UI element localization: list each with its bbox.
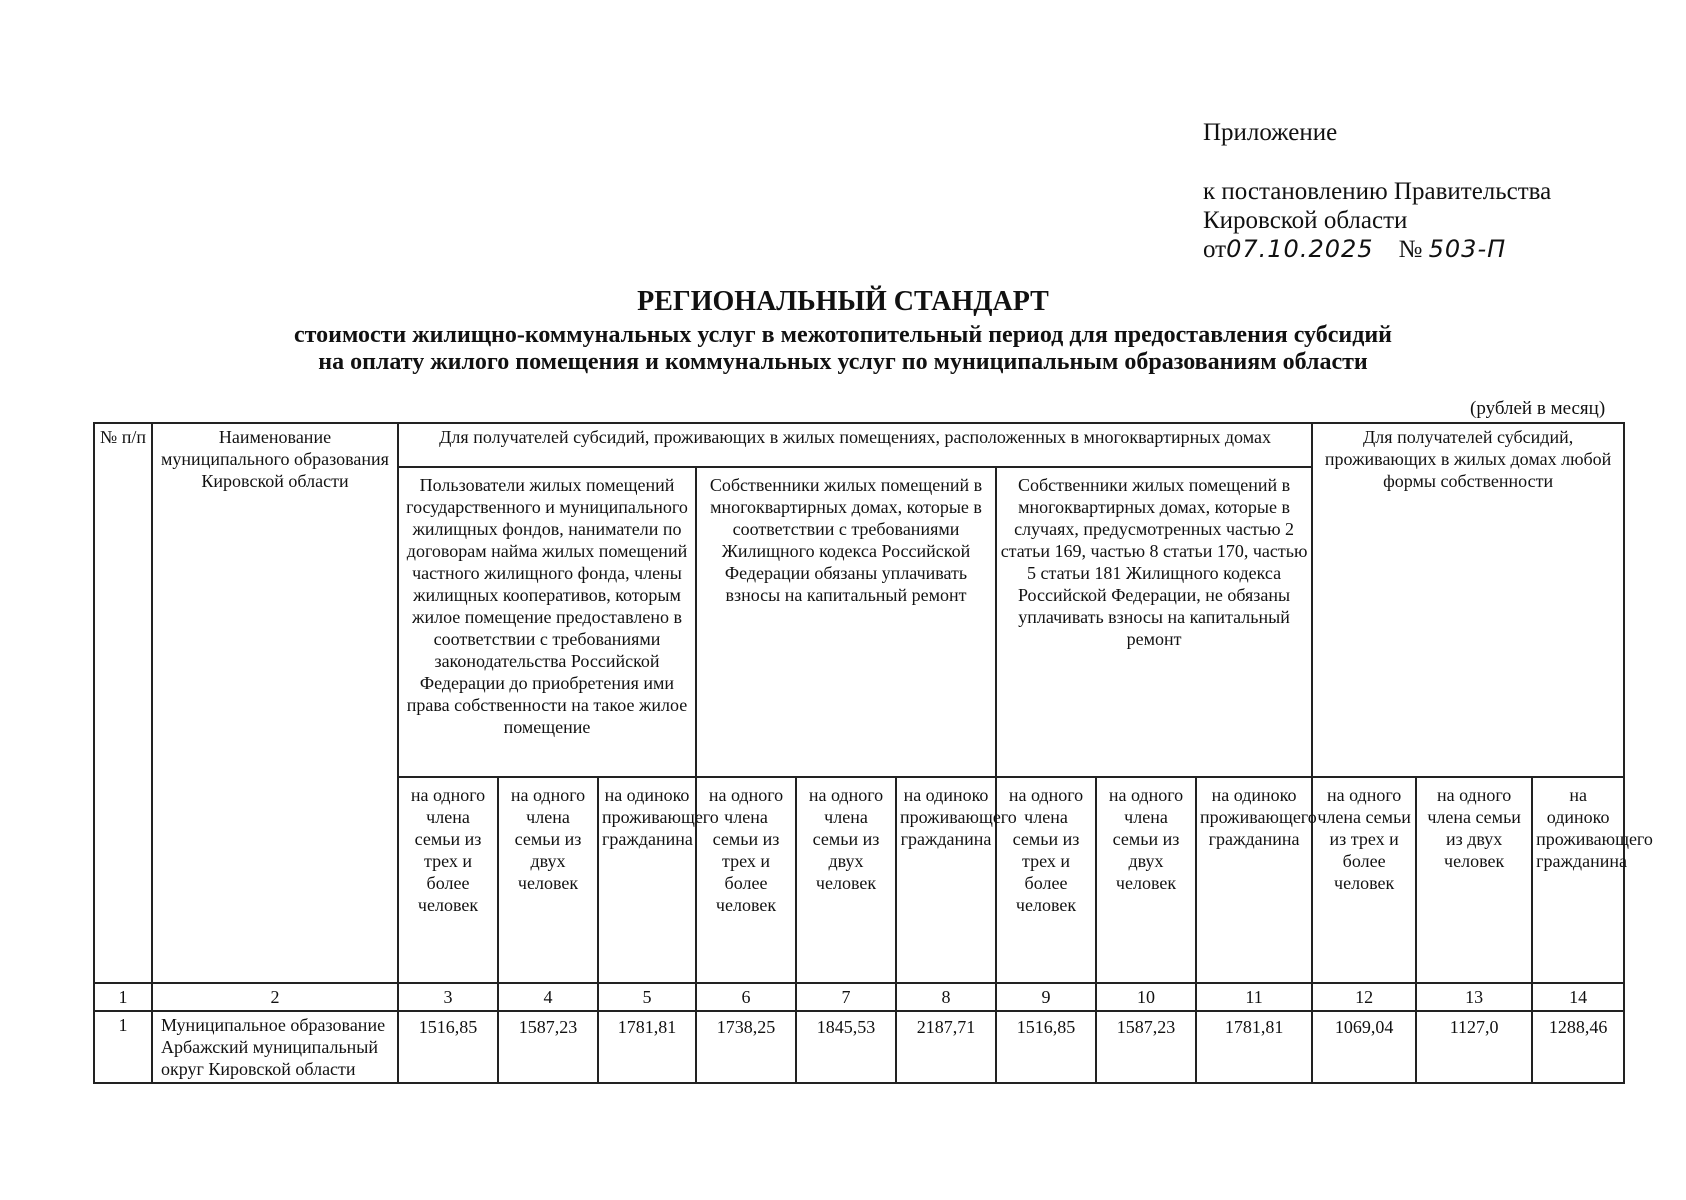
row-value: 1127,0 (1416, 1011, 1532, 1083)
col-number: 10 (1096, 983, 1196, 1011)
unit-col-3: на одного члена семьи из трех и более человек (398, 777, 498, 983)
row-value: 1781,81 (1196, 1011, 1312, 1083)
col-number: 2 (152, 983, 398, 1011)
unit-col-6: на одного члена семьи из трех и более человек (696, 777, 796, 983)
unit-col-5: на одиноко проживающего гражданина (598, 777, 696, 983)
col-number: 5 (598, 983, 696, 1011)
header-sub1: Пользователи жилых помещений государственного и муниципального жилищных фондов, наниматели по договорам найма жилых помещений частного жилищного фонда, члены жилищных кооперативов, которым жилое помещение предоставлено в соответствии с требованиями законодательства Российской Федерации до приобретения ими права собственности на такое жилое помещение (398, 467, 696, 777)
unit-col-12: на одного члена семьи из трех и более человек (1312, 777, 1416, 983)
date-prefix: от (1203, 236, 1227, 263)
unit-col-8: на одиноко проживающего гражданина (896, 777, 996, 983)
subtitle-line2: на оплату жилого помещения и коммунальных услуг по муниципальным образованиям области (318, 349, 1368, 375)
table-row (94, 1011, 1624, 1083)
col-number: 11 (1196, 983, 1312, 1011)
col-number: 3 (398, 983, 498, 1011)
header-row-1 (94, 423, 1624, 467)
row-municipality-name: Муниципальное образование Арбажский муниципальный округ Кировской области (152, 1011, 398, 1083)
col-number: 1 (94, 983, 152, 1011)
unit-col-10: на одного члена семьи из двух человек (1096, 777, 1196, 983)
header-group-any: Для получателей субсидий, проживающих в жилых домах любой формы собственности (1312, 423, 1624, 777)
appendix-date-line (1203, 235, 1551, 264)
standard-table (93, 422, 1653, 1084)
row-value: 1288,46 (1532, 1011, 1624, 1083)
col-number: 8 (896, 983, 996, 1011)
unit-col-14: на одиноко проживающего гражданина (1532, 777, 1624, 983)
header-group-mkd: Для получателей субсидий, проживающих в жилых помещениях, расположенных в многоквартирных домах (398, 423, 1312, 467)
unit-col-11: на одиноко проживающего гражданина (1196, 777, 1312, 983)
row-value: 1516,85 (398, 1011, 498, 1083)
subtitle-line1: стоимости жилищно-коммунальных услуг в межотопительный период для предоставления субсидий (294, 322, 1392, 348)
appendix-line1: к постановлению Правительства (1203, 178, 1552, 205)
date-value: 07.10.2025 (1226, 235, 1374, 263)
unit-col-4: на одного члена семьи из двух человек (498, 777, 598, 983)
row-value: 1587,23 (1096, 1011, 1196, 1083)
header-sub3: Собственники жилых помещений в многоквартирных домах, которые в случаях, предусмотренных частью 2 статьи 169, частью 8 статьи 170, частью 5 статьи 181 Жилищного кодекса Российской Федерации, не обязаны уплачивать взносы на капитальный ремонт (996, 467, 1312, 777)
row-value: 1069,04 (1312, 1011, 1416, 1083)
unit-col-13: на одного члена семьи из двух человек (1416, 777, 1532, 983)
appendix-label: Приложение (1203, 119, 1338, 146)
appendix-line2: Кировской области (1203, 207, 1408, 234)
col-number: 14 (1532, 983, 1624, 1011)
number-value: 503-П (1428, 235, 1507, 263)
unit-col-9: на одного члена семьи из трех и более человек (996, 777, 1096, 983)
row-value: 1781,81 (598, 1011, 696, 1083)
col-number: 4 (498, 983, 598, 1011)
appendix-block (1203, 118, 1551, 264)
units-note: (рублей в месяц) (1470, 398, 1606, 419)
column-number-row (94, 983, 1624, 1011)
number-prefix: № (1398, 236, 1423, 263)
row-num: 1 (94, 1011, 152, 1083)
col-number: 9 (996, 983, 1096, 1011)
header-num: № п/п (94, 423, 152, 983)
header-sub2: Собственники жилых помещений в многоквартирных домах, которые в соответствии с требованиями Жилищного кодекса Российской Федерации обязаны уплачивать взносы на капитальный ремонт (696, 467, 996, 777)
col-number: 7 (796, 983, 896, 1011)
row-value: 1516,85 (996, 1011, 1096, 1083)
row-value: 1587,23 (498, 1011, 598, 1083)
row-value: 2187,71 (896, 1011, 996, 1083)
col-number: 12 (1312, 983, 1416, 1011)
header-name: Наименование муниципального образования Кировской области (152, 423, 398, 983)
row-value: 1845,53 (796, 1011, 896, 1083)
col-number: 13 (1416, 983, 1532, 1011)
unit-col-7: на одного члена семьи из двух человек (796, 777, 896, 983)
col-number: 6 (696, 983, 796, 1011)
document-title: РЕГИОНАЛЬНЫЙ СТАНДАРТ (637, 286, 1049, 317)
document-subtitle (0, 322, 1686, 376)
row-value: 1738,25 (696, 1011, 796, 1083)
